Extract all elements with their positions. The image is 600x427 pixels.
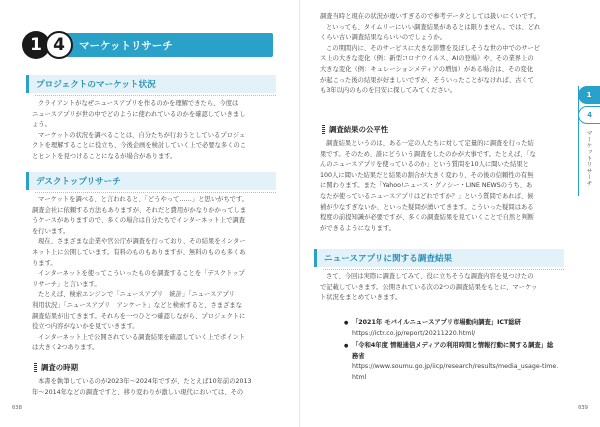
text-line: 補が少なすぎないか、といった疑問が湧いてきます。こういった疑問はある bbox=[320, 203, 534, 211]
paragraph-survey-period bbox=[32, 377, 252, 398]
reference-url[interactable]: https://www.soumu.go.jp/iicp/research/results/media_usage-time. bbox=[352, 363, 559, 371]
text-line: 調査会社に依頼する方法もありますが、それだと費用がかなりかかってしま bbox=[32, 206, 247, 214]
reference-item bbox=[344, 318, 558, 339]
text-line: うケースがありますので、多くの場合は自分たちでインターネット上で調査 bbox=[32, 217, 246, 225]
text-line: なたが使っているニュースアプリはどれですか？」という質問であれば、候 bbox=[320, 192, 534, 200]
thumb-number-minor: 4 bbox=[578, 106, 600, 124]
reference-title-cont: 務省 bbox=[352, 352, 365, 360]
text-line: クトを理解することに役立ち、今後企画を検討していく上で必要な多くのこ bbox=[32, 142, 247, 150]
paragraph-news-app-results bbox=[320, 272, 537, 304]
chapter-header bbox=[22, 30, 273, 60]
text-line: とヒントを見つけることになるが場合があります。 bbox=[32, 152, 177, 160]
text-line: で記載していきます。公開されている次の2つの調査結果をもとに、マーケッ bbox=[320, 283, 538, 291]
text-line: ニュースアプリが世の中でどのように使われているのかを確認していきまし bbox=[32, 110, 246, 118]
text-line: 年〜2014年などの調査ですと、移り変わりが激しい現代においては、その bbox=[32, 388, 244, 396]
text-line: ネット上に公開しています。有料のものもありますが、無料のものも多くあ bbox=[32, 248, 246, 256]
text-line: たとえば、検索エンジンで「ニュースアプリ 統計」「ニュースアプリ bbox=[38, 291, 235, 299]
text-line: 100人に聞いた結果だと結果の割合が大きく変わり、その後の信頼性の有無 bbox=[320, 171, 534, 179]
chapter-thumb-tab bbox=[578, 86, 600, 196]
text-line: 現在、さまざまな企業や官公庁が調査を行っており、その結果をインター bbox=[38, 238, 246, 246]
text-line: が起こった後の結果が好ましいですが、そういったことがなければ、古くて bbox=[320, 76, 534, 84]
text-line: んのニュースアプリを使っているのか」という質問を10人に聞いた結果と bbox=[320, 161, 529, 169]
text-line: 利用状況」「ニュースアプリ アンケート」などと検索すると、さまざまな bbox=[32, 301, 242, 309]
paragraph-survey-period-cont bbox=[320, 12, 540, 97]
text-line: ス上の大きな変化（例：新型コロナウイルス、AIの登場）や、その業界上の bbox=[320, 55, 534, 63]
text-line: この期間内に、そのサービスに大きな影響を及ぼしそうな世の中でのサービ bbox=[326, 44, 541, 52]
text-line: リサーチ」と言います。 bbox=[32, 280, 101, 288]
page-number-right: 039 bbox=[578, 405, 588, 411]
paragraph-desktop-research bbox=[32, 195, 248, 354]
page-number-left: 038 bbox=[12, 405, 22, 411]
text-line: 役立つ内容がないかを見ていきます。 bbox=[32, 323, 139, 331]
thumb-number-major: 1 bbox=[578, 86, 600, 104]
paragraph-fairness bbox=[320, 139, 536, 234]
reference-list bbox=[344, 318, 558, 384]
text-line: インターネットを使ってこういったものを調査することを「デスクトップ bbox=[38, 270, 245, 278]
text-line: 果です。そのため、誰にどういう調査をしたのかが大事です。たとえば、「な bbox=[320, 150, 536, 158]
chapter-number-major: 1 bbox=[22, 31, 50, 59]
section-heading-desktop-research: デスクトップリサーチ bbox=[26, 172, 276, 190]
text-line: インターネット上で公開されている調査結果を確認していく上でポイント bbox=[38, 333, 246, 341]
reference-url[interactable]: https://ictr.co.jp/report/20211220.html/ bbox=[352, 329, 476, 337]
section-heading-market: プロジェクトのマーケット状況 bbox=[26, 75, 276, 93]
thumb-label: マーケットリサーチ bbox=[585, 130, 591, 187]
reference-url-cont[interactable]: html bbox=[352, 373, 367, 381]
subheading-fairness: 調査結果の公平性 bbox=[322, 124, 388, 135]
text-line: は大きく2つあります。 bbox=[32, 344, 99, 352]
text-line: さて、今回は実際に調査してみて、役に立ちそうな調査内容を見つけたの bbox=[326, 273, 534, 280]
text-line: 程度の前提知識が必要ですが、多くの調査結果を見ていくことで自然と判断 bbox=[320, 214, 535, 222]
text-line: マーケットを調べる、と言われると、「どうやって……」と思いがちです。 bbox=[38, 196, 249, 203]
chapter-number-minor: 4 bbox=[45, 31, 73, 59]
reference-title: ● 「令和4年度 情報通信メディアの利用時間と情報行動に関する調査」総 bbox=[352, 342, 554, 350]
text-line: 調査結果というのは、ある一定の人たちに対して定量的に調査を行った結 bbox=[326, 140, 534, 147]
section-heading-news-app-results: ニュースアプリに関する調査結果 bbox=[314, 249, 564, 267]
text-line: を行います。 bbox=[32, 227, 70, 235]
right-page bbox=[300, 0, 600, 427]
text-line: くらい古い調査結果ならいいのでしょうか。 bbox=[320, 34, 446, 42]
text-line: 大きな変化（例：キュレーションメディアの増加）がある場合は、その変化 bbox=[320, 65, 534, 73]
thumb-divider bbox=[578, 86, 579, 196]
text-line: クライアントがなぜニュースアプリを作るのかを理解できたら、今度は bbox=[38, 100, 239, 107]
text-line: 調査当時と現在の状況が違いすぎるので参考データとしては扱いにくいです。 bbox=[320, 13, 540, 20]
text-line: ょう。 bbox=[32, 121, 51, 129]
reference-item bbox=[344, 341, 558, 383]
reference-title: ● 「2021年 モバイルニュースアプリ市場動向調査」ICT総研 bbox=[352, 319, 521, 326]
text-line: 本書を執筆しているのが2023年〜2024年ですが、たとえば10年前の2013 bbox=[38, 378, 252, 385]
text-line: 調査結果が出てきます。それらを一つひとつ確認しながら、プロジェクトに bbox=[32, 312, 246, 320]
subheading-survey-period: 調査の時期 bbox=[34, 362, 78, 373]
text-line: ト状況をまとめていきます。 bbox=[320, 294, 402, 302]
text-line: ができるようになります。 bbox=[320, 224, 396, 232]
text-line: といっても、タイムリーにいい調査結果があるとは限りません。では、どれ bbox=[326, 23, 541, 31]
chapter-title: マーケットリサーチ bbox=[61, 33, 273, 57]
text-line: マーケットの状況を調べることは、自分たちが行おうとしているプロジェ bbox=[38, 131, 246, 139]
paragraph-market bbox=[32, 99, 246, 163]
text-line: ります。 bbox=[32, 259, 57, 267]
text-line: も3年以内のものを目安に探してみてください。 bbox=[320, 87, 457, 95]
text-line: に関わります。また「Yahoo!ニュース・グノシー・LINE NEWSのうち、あ bbox=[320, 182, 533, 190]
